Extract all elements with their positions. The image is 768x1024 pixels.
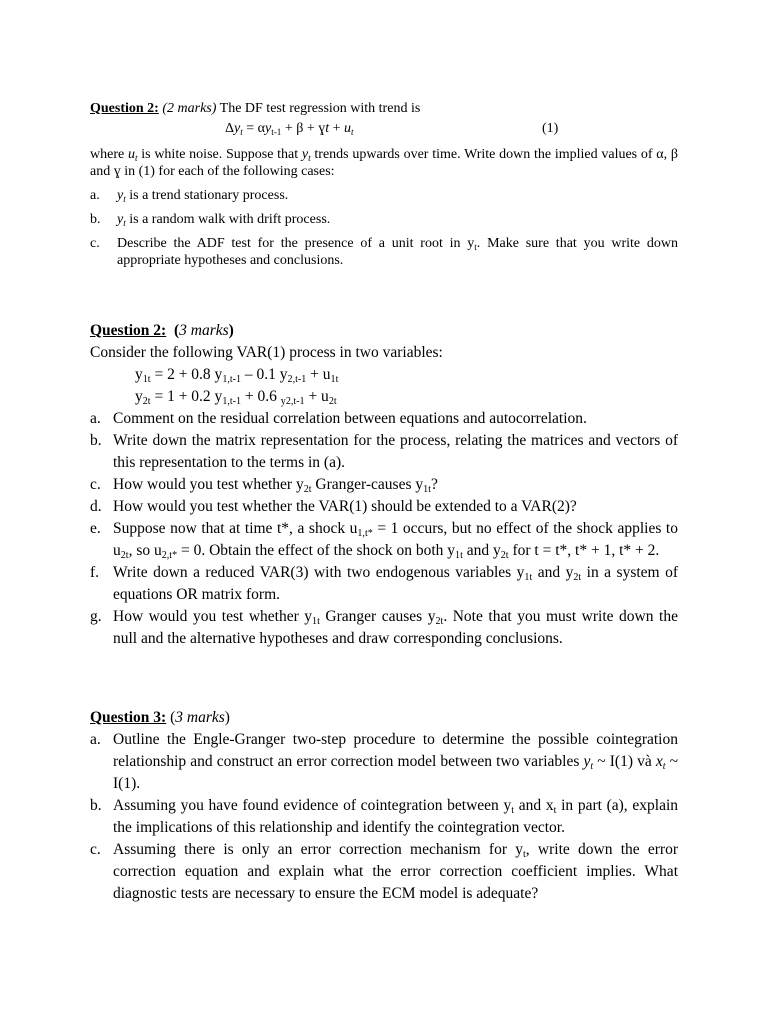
question-intro: Consider the following VAR(1) process in two variables: xyxy=(90,344,443,361)
list-item: b. Write down the matrix representation for the process, relating the matrices and vectors of this representation to the terms in (a). xyxy=(90,432,678,471)
list-item: c. Assuming there is only an error correction mechanism for $y_t$, write down the error correction equation and explain what the error correction coefficient implies. What diagnostic tests are necessary to ensure the ECM model is adequate? xyxy=(90,841,678,902)
question-list xyxy=(90,408,678,650)
list-item: a. $y_t$ is a trend stationary process. xyxy=(90,188,289,204)
question-marks: 3 marks xyxy=(175,709,225,726)
list-item: g. How would you test whether $y_{1t}$ Granger causes $y_{2t}$. Note that you must write down the null and the alternative hypotheses and draw corresponding conclusions. xyxy=(90,608,678,647)
question-intro: The DF test regression with trend is xyxy=(219,101,421,116)
question-df-test xyxy=(90,100,678,276)
df-equation-line xyxy=(90,117,678,141)
question-header: Question 3: (3 marks) xyxy=(90,709,230,726)
list-item: a. Comment on the residual correlation between equations and autocorrelation. xyxy=(90,410,587,427)
question-marks: 3 marks xyxy=(179,322,229,339)
case-list xyxy=(90,187,678,269)
list-item: d. How would you test whether the VAR(1) should be extended to a VAR(2)? xyxy=(90,498,577,515)
list-item: b. $y_t$ is a random walk with drift process. xyxy=(90,212,331,228)
list-item: c. Describe the ADF test for the presence of a unit root in $y_t$. Make sure that you write down appropriate hypotheses and conclusions. xyxy=(90,236,678,268)
question-label: Question 2: xyxy=(90,101,159,116)
question-label: Question 2: xyxy=(90,322,167,339)
var-equations xyxy=(90,364,678,408)
question-label: Question 3: xyxy=(90,709,167,726)
question-header: Question 2: (3 marks) xyxy=(90,322,234,339)
var-equation-2: $y_{2t} = 1 + 0.2$ $y_{1,t-1} + 0.6$ $_{y2,t-1} + u_{2t}$ xyxy=(135,388,337,407)
question-cointegration xyxy=(90,707,678,905)
question-var xyxy=(90,320,678,650)
list-item: e. Suppose now that at time t*, a shock $u_{1,t*} = 1$ occurs, but no effect of the shock applies to $u_{2t}$, so $u_{2,t*} = 0$. Obtain the effect of the shock on both $y_{1t}$ and $y_{2t}$ for t = t*, t* + 1, t* + 2. xyxy=(90,520,678,561)
list-item: a. Outline the Engle-Granger two-step procedure to determine the possible cointegration relationship and construct an error correction model between two variables $y_t$ ~ I(1) và $x_t$ ~ I(1). xyxy=(90,731,678,792)
list-item: f. Write down a reduced VAR(3) with two endogenous variables $y_{1t}$ and $y_{2t}$ in a system of equations OR matrix form. xyxy=(90,564,678,603)
equation-number: (1) xyxy=(542,121,559,136)
df-equation: $\Delta y_t = \alpha y_{t-1} + \beta$ + ɣt + $u_t$ xyxy=(225,121,354,137)
question-list xyxy=(90,729,678,905)
var-equation-1: $y_{1t} = 2 + 0.8$ $y_{1,t-1} - 0.1$ $y_{2,t-1} + u_{1t}$ xyxy=(135,366,339,385)
list-item: c. How would you test whether $y_{2t}$ Granger-causes $y_{1t}$? xyxy=(90,476,438,495)
list-item: b. Assuming you have found evidence of cointegration between $y_t$ and $x_t$ in part (a), explain the implications of this relationship and identify the cointegration vector. xyxy=(90,797,679,836)
question-marks: (2 marks) xyxy=(162,101,217,116)
question-body: where $u_t$ is white noise. Suppose that $y_t$ trends upwards over time. Write down the implied values of α, β and ɣ in (1) for each of the following cases: xyxy=(90,147,678,179)
question-header xyxy=(90,100,678,117)
